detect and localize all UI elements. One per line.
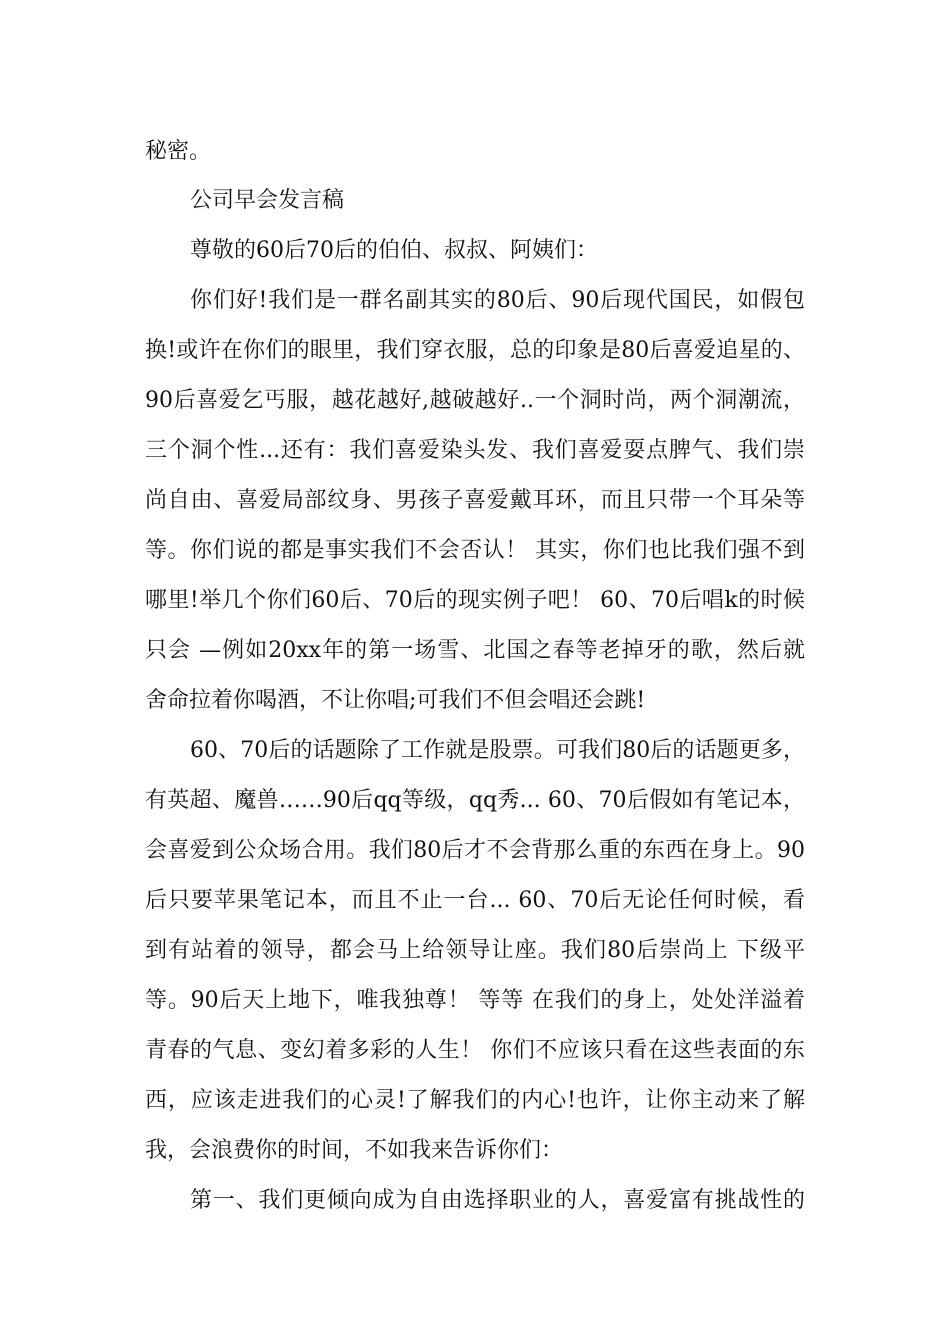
text-line: 三个洞个性...还有：我们喜爱染头发、我们喜爱耍点脾气、我们崇 (145, 438, 805, 463)
text-line: 西，应该走进我们的心灵!了解我们的内心!也许，让你主动来了解 (145, 1088, 805, 1113)
text-line: 只会 —例如20xx年的第一场雪、北国之春等老掉牙的歌，然后就 (145, 638, 805, 663)
text-line: 舍命拉着你喝酒，不让你唱;可我们不但会唱还会跳! (145, 688, 646, 713)
text-line: 90后喜爱乞丐服，越花越好,越破越好..一个洞时尚，两个洞潮流， (145, 388, 805, 413)
text-line: 有英超、魔兽……90后qq等级，qq秀... 60、70后假如有笔记本， (145, 788, 805, 813)
text-line: 等。90后天上地下，唯我独尊！ 等等 在我们的身上，处处洋溢着 (145, 988, 805, 1013)
text-line: 你们好!我们是一群名副其实的80后、90后现代国民，如假包 (190, 288, 805, 313)
text-line: 换!或许在你们的眼里，我们穿衣服，总的印象是80后喜爱追星的、 (145, 338, 805, 363)
text-line: 青春的气息、变幻着多彩的人生！ 你们不应该只看在这些表面的东 (145, 1038, 805, 1063)
text-line: 第一、我们更倾向成为自由选择职业的人，喜爱富有挑战性的 (190, 1188, 805, 1213)
text-line: 等。你们说的都是事实我们不会否认！ 其实，你们也比我们强不到 (145, 538, 805, 563)
section-heading: 公司早会发言稿 (190, 188, 345, 213)
salutation-line: 尊敬的60后70后的伯伯、叔叔、阿姨们： (190, 238, 598, 263)
text-line: 尚自由、喜爱局部纹身、男孩子喜爱戴耳环，而且只带一个耳朵等 (145, 488, 805, 513)
text-line: 到有站着的领导，都会马上给领导让座。我们80后崇尚上 下级平 (145, 938, 805, 963)
text-line: 后只要苹果笔记本，而且不止一台... 60、70后无论任何时候，看 (145, 888, 805, 913)
text-line: 60、70后的话题除了工作就是股票。可我们80后的话题更多， (190, 738, 805, 763)
text-line: 我，会浪费你的时间，不如我来告诉你们： (145, 1138, 564, 1163)
text-line: 秘密。 (145, 139, 212, 164)
text-line: 哪里!举几个你们60后、70后的现实例子吧！ 60、70后唱k的时候 (145, 588, 805, 613)
text-line: 会喜爱到公众场合用。我们80后才不会背那么重的东西在身上。90 (145, 838, 805, 863)
